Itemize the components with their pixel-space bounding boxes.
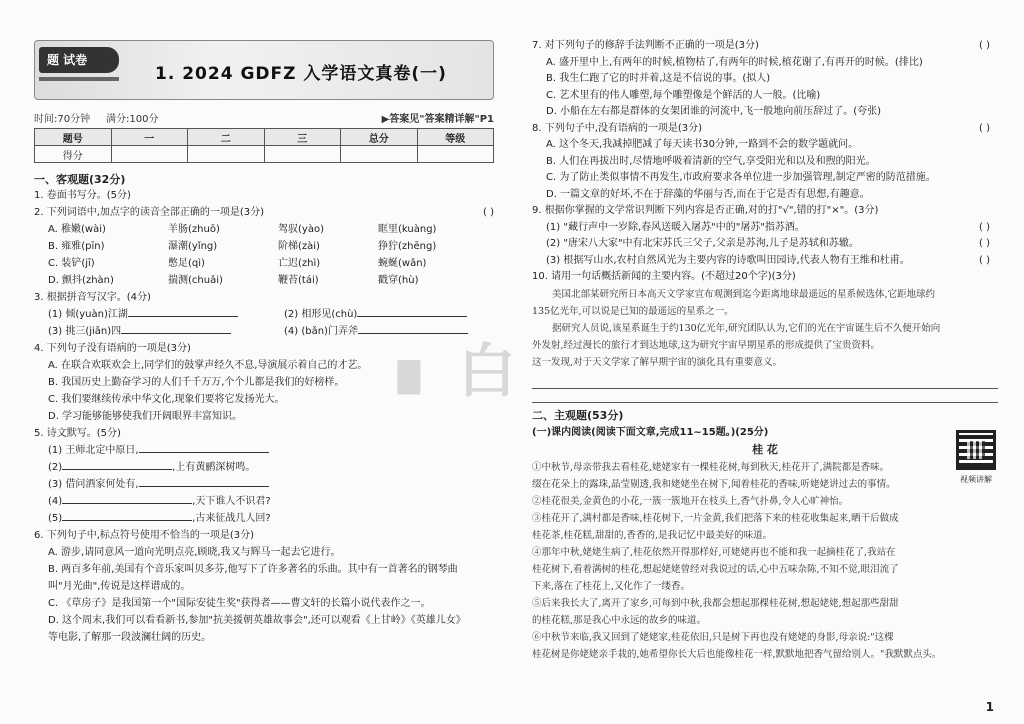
answer-line[interactable] <box>532 375 998 389</box>
story-line: 桂花树下,看着满树的桂花,想起姥姥曾经对我说过的话,心中五味杂陈,不知不觉,眼泪流了 <box>532 564 899 575</box>
q5-item-tail: ,上有黄鹂深树鸣。 <box>172 462 256 473</box>
page-title: 1. 2024 GDFZ 入学语文真卷(一) <box>155 64 447 84</box>
question-10: 10. 请用一句话概括新闻的主要内容。(不超过20个字)(3分) <box>532 271 796 282</box>
q2-option: A. 稚嫩(wài) <box>48 224 106 235</box>
story-line: ③桂花开了,满村都是香味,桂花树下,一片金黄,我们把落下来的桂花收集起来,晒干后做成 <box>532 513 899 524</box>
fill-blank[interactable] <box>121 324 231 334</box>
part1-heading: 一、客观题(32分) <box>34 173 126 186</box>
q5-item <box>34 442 494 459</box>
q5-item-text: (4) <box>48 496 63 507</box>
answer-paren[interactable]: ( ) <box>979 221 990 233</box>
q6-option: 叫"月光曲",传说是这样谱成的。 <box>48 581 191 592</box>
q2-option: C. 装铲(jī) <box>48 258 95 269</box>
watermark-logo: ▖ 白 <box>398 326 517 405</box>
q5-item <box>34 493 494 510</box>
q5-item <box>34 510 494 527</box>
q6-option: C. 《草房子》是我国第一个"国际安徒生奖"获得者——曹文轩的长篇小说代表作之一。 <box>48 598 431 609</box>
q2-option-row <box>34 238 494 255</box>
qr-code-icon[interactable] <box>956 430 996 470</box>
fill-blank[interactable] <box>62 460 172 470</box>
q2-option: 眶里(kuàng) <box>378 224 437 235</box>
q8-option: D. 一篇文章的好坏,不在于辞藻的华丽与否,而在于它是否有思想,有趣意。 <box>546 188 870 200</box>
q2-option: 揣测(chuǎi) <box>168 275 223 286</box>
q5-item-text: (2) <box>48 462 63 473</box>
q2-option-row <box>34 255 494 272</box>
score-table <box>34 128 494 163</box>
question-3: 3. 根据拼音写汉字。(4分) <box>34 292 151 303</box>
q2-option: 亡迟(zhì) <box>278 258 321 269</box>
fill-blank[interactable] <box>357 307 467 317</box>
q5-item <box>34 476 494 493</box>
q3-item-text: (3) 挑三(jiǎn)四 <box>48 326 122 337</box>
news-line: 135亿光年,可以说是已知的最遥远的星系之一。 <box>532 305 734 317</box>
story-passage <box>532 459 998 663</box>
question-8-text: 8. 下列句子中,没有语病的一项是(3分) <box>532 122 703 134</box>
news-line: 美国北部某研究所日本高天文学家宣布观测到迄今距离地球最遥远的星系候选体,它距地球约 <box>552 288 936 300</box>
question-2-text: 2. 下列词语中,加点字的读音全部正确的一项是(3分) <box>34 207 265 218</box>
q2-option: D. 颤抖(zhàn) <box>48 275 114 286</box>
answer-reference: ▶答案见"答案精详解"P1 <box>381 114 494 125</box>
answer-paren[interactable]: ( ) <box>979 40 990 51</box>
news-line: 据研究人员说,该星系诞生于约130亿光年,研究团队认为,它们的光在宇宙诞生后不久便开始向 <box>552 322 941 334</box>
question-2 <box>34 204 494 221</box>
answer-paren[interactable]: ( ) <box>979 254 990 266</box>
reading-heading: (一)课内阅读(阅读下面文章,完成11~15题。)(25分) <box>532 426 769 438</box>
q2-option: 驾驭(yào) <box>278 224 324 235</box>
q9-item <box>532 253 998 270</box>
q6-option: 等电影,了解那一段波澜壮阔的历史。 <box>48 632 212 643</box>
q5-item-text: (5) <box>48 513 63 524</box>
story-line: ④那年中秋,姥姥生病了,桂花依然开得那样好,可姥姥再也不能和我一起摘桂花了,我站在 <box>532 547 896 558</box>
q7-option: C. 艺术里有的伟人雕塑,每个雕塑像是个鲜活的人一般。(比喻) <box>546 89 821 101</box>
question-6: 6. 下列句子中,标点符号使用不恰当的一项是(3分) <box>34 530 255 541</box>
q9-item-text: (2) "唐宋八大家"中有北宋苏氏三父子,父亲是苏洵,儿子是苏轼和苏辙。 <box>546 238 859 249</box>
q4-option: A. 在联合欢联欢会上,同学们的鼓掌声经久不息,导演展示着自己的才艺。 <box>48 360 368 371</box>
question-1: 1. 卷面书写分。(5分) <box>34 190 131 201</box>
q9-item <box>532 236 998 253</box>
answer-paren[interactable]: ( ) <box>979 122 990 134</box>
q2-option: 阶梯(zài) <box>278 241 320 252</box>
story-line: 桂花树是你姥姥亲手栽的,她希望你长大后也能像桂花一样,默默地把香气留给别人。"我默默点头。 <box>532 649 942 660</box>
answer-line[interactable] <box>532 389 998 403</box>
q9-item-text: (3) 根据写山水,农村自然风光为主要内容的诗歌叫田园诗,代表人物有王维和杜甫。 <box>546 254 910 266</box>
story-line: 缀在花朵上的露珠,晶莹剔透,我和姥姥坐在树下,闻着桂花的香味,听姥姥讲过去的事情。 <box>532 479 896 490</box>
q2-option: 蜿蜒(wǎn) <box>378 258 427 269</box>
answer-paren[interactable]: ( ) <box>483 207 494 218</box>
q2-option: 憋足(qì) <box>168 258 205 269</box>
story-title: 桂 花 <box>752 443 778 456</box>
question-8 <box>532 121 998 138</box>
q4-option: B. 我国历史上勤奋学习的人们千千万万,个个儿都是我们的好榜样。 <box>48 377 345 388</box>
score-table-header: 三 <box>264 129 341 146</box>
q3-item-text: (1) 倾(yuàn)江湖 <box>48 309 128 320</box>
story-line: ②桂花很美,金黄色的小花,一簇一簇地开在枝头上,香气扑鼻,令人心旷神怡。 <box>532 496 849 507</box>
q6-option: A. 游步,请同意风一道向光明点亮,顾晓,我又与辉马一起去它进行。 <box>48 547 341 558</box>
news-line: 外发射,经过漫长的旅行才到达地球,这为研究宇宙早期星系的形成提供了宝贵资料。 <box>532 339 881 351</box>
section-badge: 题 试卷 <box>39 47 119 73</box>
question-9: 9. 根据你掌握的文学常识判断下列内容是否正确,对的打"√",错的打"×"。(3分) <box>532 205 879 216</box>
q2-option: B. 雍雅(pīn) <box>48 241 105 252</box>
score-cell[interactable] <box>111 146 188 163</box>
news-line: 这一发现,对于天文学家了解早期宇宙的演化具有重要意义。 <box>532 356 783 368</box>
page-number: 1 <box>985 700 994 714</box>
story-line: ⑤后来我长大了,离开了家乡,可每到中秋,我都会想起那棵桂花树,想起姥姥,想起那些甜甜 <box>532 598 899 609</box>
q7-option: D. 小船在左右都是群体的女架团谁的河流中,飞一般地向前压辞过了。(夸张) <box>546 106 882 117</box>
score-row-label: 得分 <box>35 146 112 163</box>
q4-option: D. 学习能够能够使我们开阔眼界丰富知识。 <box>48 411 243 422</box>
exam-time: 时间:70分钟 <box>34 114 91 125</box>
q5-item <box>34 459 494 476</box>
score-table-header: 等级 <box>417 129 494 146</box>
exam-meta <box>34 108 494 126</box>
score-cell[interactable] <box>264 146 341 163</box>
q2-option: 狰狞(zhēng) <box>378 241 437 252</box>
q5-item-text: (3) 借问酒家何处有, <box>48 479 139 490</box>
q3-item <box>48 306 238 323</box>
part2-heading: 二、主观题(53分) <box>532 408 624 422</box>
q8-option: B. 人们在再拔出时,尽情地呼吸着清新的空气,享受阳光和以及和煦的阳光。 <box>546 155 876 167</box>
q5-item-tail: ,天下谁人不识君? <box>192 496 271 507</box>
q5-item-tail: ,古来征战几人回? <box>192 513 271 524</box>
q2-option-row <box>34 272 494 289</box>
q7-option: B. 我生仁跑了它的时并着,这是不信说的事。(拟人) <box>546 73 771 84</box>
fill-blank[interactable] <box>139 477 269 487</box>
fill-blank[interactable] <box>128 307 238 317</box>
q3-item-text: (4) (bǎn)门弄斧 <box>284 326 358 337</box>
fill-blank[interactable] <box>62 511 192 521</box>
q2-option-row <box>34 221 494 238</box>
badge-underline <box>39 77 119 81</box>
story-line: ⑥中秋节来临,我又回到了姥姥家,桂花依旧,只是树下再也没有姥姥的身影,母亲说:"这棵 <box>532 632 894 643</box>
q8-option: A. 这个冬天,我减掉肥减了每天读书30分钟,一路到不会的数学题就问。 <box>546 139 859 150</box>
news-passage <box>532 286 998 371</box>
score-table-header: 总分 <box>341 129 418 146</box>
score-table-header: 二 <box>188 129 265 146</box>
q9-item-text: (1) "藏行声中一岁除,春风送暖入屠苏"中的"屠苏"指苏酒。 <box>546 221 805 233</box>
title-banner <box>34 40 494 100</box>
score-table-header: 题号 <box>35 129 112 146</box>
question-5: 5. 诗文默写。(5分) <box>34 428 121 439</box>
q8-option: C. 为了防止类似事情不再发生,市政府要求各单位进一步加强管理,制定严密的防范措施。 <box>546 172 936 183</box>
score-cell[interactable] <box>417 146 494 163</box>
q4-option: C. 我们要继续传承中华文化,现象们要将它发扬光大。 <box>48 394 285 405</box>
question-4: 4. 下列句子没有语病的一项是(3分) <box>34 343 191 354</box>
answer-lines <box>532 375 998 403</box>
right-column <box>532 38 998 663</box>
story-line: 桂花茶,桂花糕,甜甜的,香香的,是我记忆中最美好的味道。 <box>532 530 773 541</box>
q2-option: 瀑潮(yǐng) <box>168 241 218 252</box>
fill-blank[interactable] <box>62 494 192 504</box>
story-line: ①中秋节,母亲带我去看桂花,姥姥家有一棵桂花树,每到秋天,桂花开了,满院都是香味。 <box>532 462 890 473</box>
story-line: 的桂花糕,那是我心中永远的故乡的味道。 <box>532 615 707 626</box>
q9-item <box>532 220 998 237</box>
q5-item-text: (1) 王师北定中原日, <box>48 445 139 456</box>
score-table-header: 一 <box>111 129 188 146</box>
score-cell[interactable] <box>341 146 418 163</box>
q2-option: 鞭苔(tái) <box>278 275 319 286</box>
question-7-text: 7. 对下列句子的修辞手法判断不正确的一项是(3分) <box>532 40 759 51</box>
q2-option: 戳穿(hù) <box>378 275 419 286</box>
fill-blank[interactable] <box>139 443 269 453</box>
story-line: 下来,落在了桂花上,又化作了一缕香。 <box>532 581 691 592</box>
q2-option: 羊肠(zhuō) <box>168 224 220 235</box>
question-7 <box>532 38 998 55</box>
q6-option: D. 这个周末,我们可以看看新书,参加"抗美援朝英雄故事会",还可以观看《上甘岭》《英雄儿女》 <box>48 615 466 626</box>
score-cell[interactable] <box>188 146 265 163</box>
q6-option: B. 两百多年前,美国有个音乐家叫贝多芬,他写下了许多著名的乐曲。其中有一首著名的钢琴曲 <box>48 564 458 575</box>
q3-item <box>48 323 231 340</box>
qr-code-label: 视频讲解 <box>960 475 992 484</box>
q3-item-text: (2) 相形见(chù) <box>284 309 358 320</box>
answer-paren[interactable]: ( ) <box>979 238 990 249</box>
exam-full-score: 满分:100分 <box>106 114 159 125</box>
q7-option: A. 盛开里中上,有两年的时候,植物枯了,有两年的时候,植花谢了,有再开的时候。(排比) <box>546 56 923 68</box>
